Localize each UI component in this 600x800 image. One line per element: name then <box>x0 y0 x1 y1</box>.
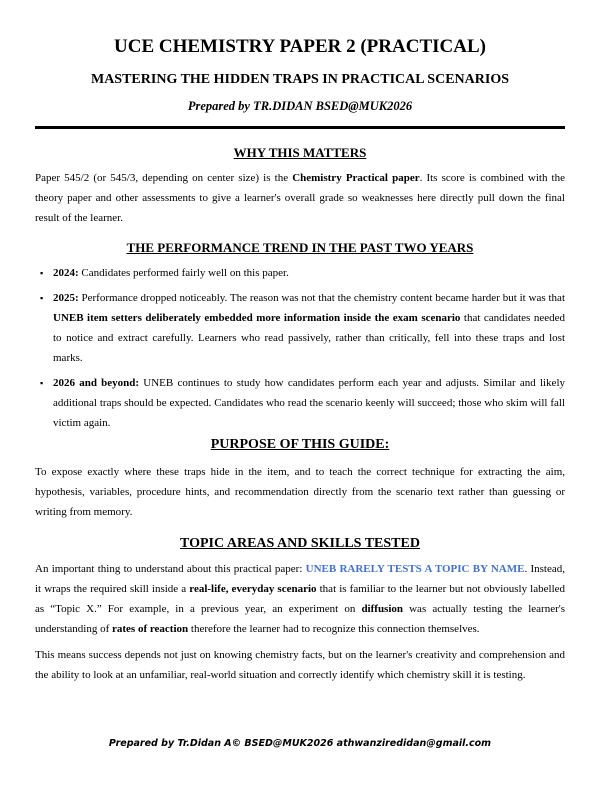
purpose-heading: PURPOSE OF THIS GUIDE: <box>210 437 390 452</box>
trend-item-label: 2024: <box>53 267 79 279</box>
why-text-a: Paper 545/2 (or 545/3, depending on center size) is the <box>35 172 293 184</box>
topics-paragraph-2: This means success depends not just on knowing chemistry facts, but on the learner's creativity and comprehension and the ability to look at an unfamiliar, real-world situation and correctly identify which chemistry skill it is testing. <box>35 649 565 681</box>
trend-item-label: 2025: <box>53 292 79 304</box>
why-text-c: . Its score is combined with the theory paper and other assessments to give a learner's overall grade so weaknesses here directly pull down the final result of the learner. <box>35 172 566 224</box>
square-bullet-icon: ▪ <box>40 268 44 278</box>
topics-bold-scenario: real-life, everyday scenario <box>189 583 317 595</box>
topics-text-c: that is familiar to the learner but not obviously labelled as “Topic X.” For example, in a previous year, an experiment on <box>35 583 566 615</box>
topics-text-d: was actually testing the learner's understanding of <box>35 603 566 635</box>
why-text-bold: Chemistry Practical paper <box>292 172 420 184</box>
topics-text-e: therefore the learner had to recognize this connection themselves. <box>188 623 480 635</box>
why-paragraph <box>35 168 565 228</box>
square-bullet-icon: ▪ <box>40 378 44 388</box>
trend-item-text: Performance dropped noticeably. The reason was not that the chemistry content became harder but it was that <box>78 292 565 304</box>
purpose-paragraph: To expose exactly where these traps hide in the item, and to teach the correct technique for extracting the aim, hypothesis, variables, procedure hints, and recommendation directly from the scenario text rather than guessing or writing from memory. <box>35 466 565 518</box>
header-divider <box>35 126 565 129</box>
topics-highlight: UNEB RARELY TESTS A TOPIC BY NAME <box>305 563 525 575</box>
trend-list <box>35 263 565 433</box>
trend-heading: THE PERFORMANCE TREND IN THE PAST TWO YEARS <box>126 240 474 255</box>
topics-text-b: . Instead, it wraps the required skill inside a <box>35 563 566 595</box>
trend-item-bold-text: UNEB item setters deliberately embedded more information inside the exam scenario <box>53 312 461 324</box>
topics-bold-diffusion: diffusion <box>361 603 404 615</box>
trend-item-2024 <box>35 263 565 283</box>
document-title: UCE CHEMISTRY PAPER 2 (PRACTICAL) <box>114 36 486 57</box>
topics-text-a: An important thing to understand about this practical paper: <box>35 563 306 575</box>
page-footer: Prepared by Tr.Didan A© BSED@MUK2026 athwanziredidan@gmail.com <box>108 738 492 749</box>
topics-paragraph-1 <box>35 559 565 639</box>
topics-bold-rates: rates of reaction <box>111 623 189 635</box>
document-subtitle: MASTERING THE HIDDEN TRAPS IN PRACTICAL SCENARIOS <box>90 72 509 87</box>
trend-item-text-end: that candidates needed to notice and extract carefully. Learners who read passively, rather than critically, fell into these traps and lost marks. <box>53 312 565 364</box>
topics-heading: TOPIC AREAS AND SKILLS TESTED <box>180 536 420 551</box>
trend-item-text: UNEB continues to study how candidates perform each year and adjusts. Similar and likely additional traps should be expected. Candidates who read the scenario keenly will succeed; those who skim will fall victim again. <box>53 377 565 429</box>
trend-item-2026 <box>35 373 565 433</box>
trend-item-text: Candidates performed fairly well on this paper. <box>78 267 289 279</box>
trend-item-2025 <box>35 288 565 368</box>
why-heading: WHY THIS MATTERS <box>233 145 367 160</box>
trend-item-label: 2026 and beyond: <box>53 377 140 389</box>
square-bullet-icon: ▪ <box>40 293 44 303</box>
prepared-by-line: Prepared by TR.DIDAN BSED@MUK2026 <box>187 99 413 113</box>
